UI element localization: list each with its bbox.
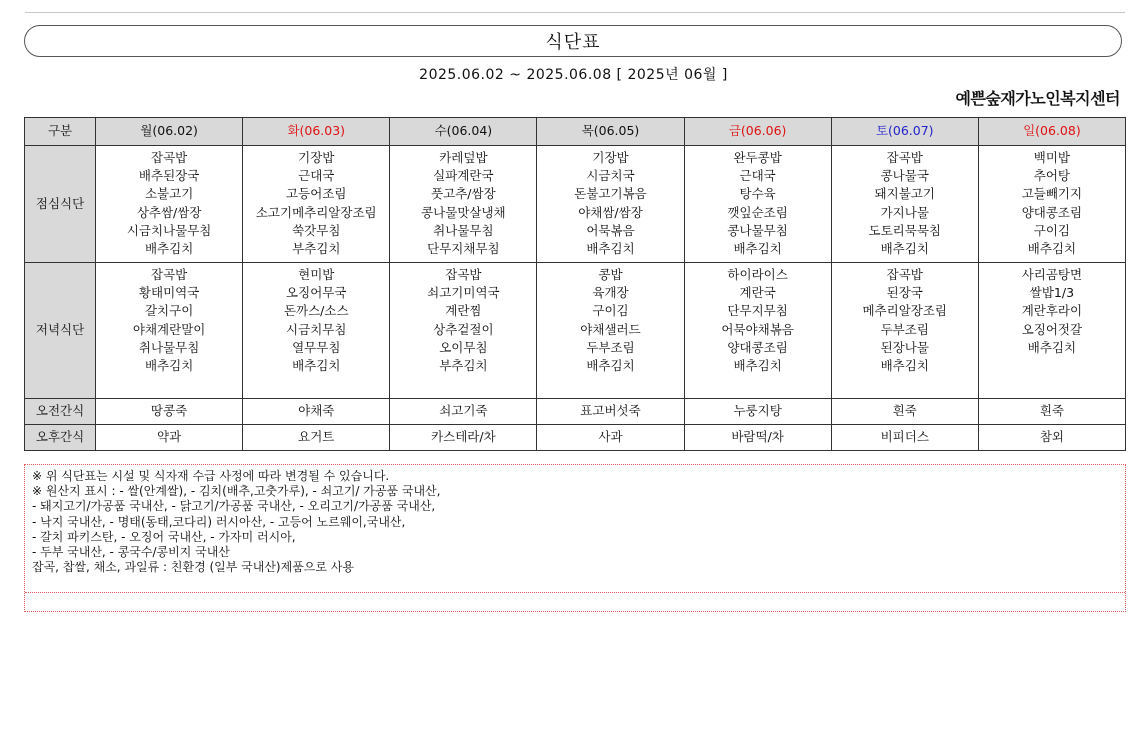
header-day-wed: 수(06.04) <box>390 118 537 146</box>
menu-item: 오징어젓갈 <box>1021 321 1083 337</box>
menu-item: 된장나물 <box>880 339 929 355</box>
menu-item: 부추김치 <box>439 358 488 374</box>
lunch-label: 점심식단 <box>25 146 96 263</box>
menu-item: 두부조림 <box>880 321 929 337</box>
menu-item: 어묵야채볶음 <box>721 321 794 337</box>
menu-item: 돈불고기볶음 <box>574 186 647 202</box>
menu-item: 돈까스/소스 <box>283 303 349 319</box>
menu-item: 잡곡밥 <box>886 267 923 282</box>
menu-item: 콩나물맛살냉채 <box>421 204 506 220</box>
menu-item: 완두콩밥 <box>733 150 782 165</box>
header-day-mon: 월(06.02) <box>96 118 243 146</box>
afternoon-snack-cell: 요거트 <box>243 425 390 451</box>
menu-item: 부추김치 <box>292 241 341 257</box>
lunch-cell <box>684 146 831 263</box>
menu-item: 사리곰탕면 <box>1021 267 1083 282</box>
notes-line: 잡곡, 찹쌀, 채소, 과일류 : 친환경 (일부 국내산)제품으로 사용 <box>32 560 354 575</box>
menu-item: 백미밥 <box>1033 150 1071 165</box>
menu-item: 콩밥 <box>598 267 623 282</box>
dinner-label: 저녁식단 <box>25 263 96 399</box>
menu-item: 쇠고기미역국 <box>427 285 500 301</box>
menu-item: 황태미역국 <box>138 285 200 301</box>
menu-item: 상추겉절이 <box>433 321 494 337</box>
menu-item: 배추김치 <box>880 358 929 374</box>
dinner-cell <box>243 263 390 399</box>
menu-item: 풋고추/쌈장 <box>431 186 496 202</box>
menu-item: 기장밥 <box>592 150 629 165</box>
menu-item: 메추리알장조림 <box>862 303 948 319</box>
header-day-sun: 일(06.08) <box>978 118 1125 146</box>
lunch-cell <box>537 146 684 263</box>
afternoon-snack-cell: 참외 <box>978 425 1125 451</box>
menu-item: 배추김치 <box>733 241 782 257</box>
morning-snack-cell: 야채죽 <box>243 399 390 425</box>
organization-name: 예쁜숲재가노인복지센터 <box>955 89 1120 108</box>
menu-item: 근대국 <box>739 168 776 184</box>
menu-item: 배추김치 <box>733 358 782 374</box>
morning-snack-cell: 누룽지탕 <box>684 399 831 425</box>
menu-item: 잡곡밥 <box>151 267 188 282</box>
menu-item: 하이라이스 <box>727 267 788 282</box>
menu-item: 배추김치 <box>1027 241 1077 257</box>
menu-item: 배추김치 <box>586 358 635 374</box>
morning-snack-cell: 흰죽 <box>831 399 978 425</box>
notes-line: ※ 위 식단표는 시설 및 식자재 수급 사정에 따라 변경될 수 있습니다. <box>32 469 390 483</box>
dinner-cell <box>831 263 978 399</box>
date-range: 2025.06.02 ~ 2025.06.08 [ 2025년 06월 ] <box>419 67 728 83</box>
afternoon-snack-label: 오후간식 <box>25 425 96 451</box>
afternoon-snack-cell: 사과 <box>537 425 684 451</box>
lunch-row <box>25 146 1126 263</box>
dinner-row <box>25 263 1126 399</box>
menu-item: 배추김치 <box>586 241 635 257</box>
afternoon-snack-row <box>25 425 1126 451</box>
menu-item: 콩나물국 <box>880 168 929 184</box>
menu-item: 쑥갓무침 <box>292 222 341 238</box>
menu-item: 배추김치 <box>144 358 194 374</box>
notes-line: - 돼지고기/가공품 국내산, - 닭고기/가공품 국내산, - 오리고기/가공품 국내산, <box>32 499 436 514</box>
morning-snack-cell: 땅콩죽 <box>96 399 243 425</box>
menu-item: 갈치구이 <box>144 303 194 319</box>
menu-item: 오이무침 <box>439 339 488 355</box>
dinner-cell <box>978 263 1125 399</box>
meal-plan-table <box>24 117 1126 451</box>
menu-item: 배추된장국 <box>138 168 200 184</box>
menu-item: 어묵볶음 <box>586 222 635 238</box>
header-day-fri: 금(06.06) <box>684 118 831 146</box>
header-day-sat: 토(06.07) <box>831 118 978 146</box>
dinner-cell <box>537 263 684 399</box>
morning-snack-cell: 표고버섯죽 <box>537 399 684 425</box>
menu-item: 양대콩조림 <box>1021 204 1083 220</box>
menu-item: 소불고기 <box>144 186 194 202</box>
dinner-cell <box>390 263 537 399</box>
menu-item: 기장밥 <box>298 150 335 165</box>
morning-snack-row <box>25 399 1126 425</box>
menu-item: 돼지불고기 <box>874 186 935 202</box>
afternoon-snack-cell: 카스테라/차 <box>390 425 537 451</box>
header-day-tue: 화(06.03) <box>243 118 390 146</box>
morning-snack-label: 오전간식 <box>25 399 96 425</box>
menu-item: 잡곡밥 <box>151 150 188 165</box>
afternoon-snack-cell: 비피더스 <box>831 425 978 451</box>
menu-item: 실파계란국 <box>433 168 494 184</box>
menu-item: 시금치무침 <box>286 321 347 337</box>
menu-item: 단무지채무침 <box>427 241 500 257</box>
menu-item: 야채샐러드 <box>580 321 641 337</box>
menu-item: 소고기메추리알장조림 <box>255 204 377 220</box>
lunch-cell <box>243 146 390 263</box>
menu-item: 오징어무국 <box>286 285 347 301</box>
menu-item: 시금치국 <box>586 168 635 184</box>
menu-item: 야채계란말이 <box>132 321 206 337</box>
morning-snack-cell: 쇠고기죽 <box>390 399 537 425</box>
dinner-cell <box>96 263 243 399</box>
notes-line: - 낙지 국내산, - 명태(동태,코다리) 러시아산, - 고등어 노르웨이,국내산, <box>32 514 406 529</box>
menu-item: 근대국 <box>298 168 335 184</box>
lunch-cell <box>978 146 1125 263</box>
menu-item: 열무무침 <box>292 339 341 355</box>
menu-item: 배추김치 <box>144 241 194 257</box>
afternoon-snack-cell: 약과 <box>96 425 243 451</box>
lunch-cell <box>831 146 978 263</box>
menu-item: 가지나물 <box>880 204 929 220</box>
header-day-thu: 목(06.05) <box>537 118 684 146</box>
menu-item: 된장국 <box>886 285 923 301</box>
notes-divider <box>25 592 1125 593</box>
lunch-cell <box>390 146 537 263</box>
menu-item: 고등어조림 <box>286 186 347 202</box>
page-title <box>24 25 1122 57</box>
menu-item: 추어탕 <box>1033 168 1071 184</box>
menu-item: 잡곡밥 <box>445 267 482 282</box>
notes-line: ※ 원산지 표시 : - 쌀(안계쌀), - 김치(배추,고춧가루), - 쇠고기/ 가공품 국내산, <box>32 484 441 499</box>
menu-item: 계란국 <box>739 285 776 301</box>
menu-item: 시금치나물무침 <box>126 222 212 238</box>
menu-item: 카레덮밥 <box>439 150 488 165</box>
menu-item: 고들빼기지 <box>1021 186 1083 202</box>
menu-item: 배추김치 <box>292 358 341 374</box>
menu-item: 두부조림 <box>586 339 635 355</box>
menu-item: 취나물무침 <box>138 339 200 355</box>
menu-item: 쌀밥1/3 <box>1029 285 1075 301</box>
menu-item: 야채쌈/쌈장 <box>578 204 643 220</box>
menu-item: 현미밥 <box>298 267 335 282</box>
page-title-text: 식단표 <box>545 32 601 53</box>
notes-line: - 갈치 파키스탄, - 오징어 국내산, - 가자미 러시아, <box>32 529 296 544</box>
menu-item: 구이김 <box>592 303 629 319</box>
menu-item: 도토리묵묵침 <box>868 222 941 238</box>
header-corner-label: 구분 <box>25 118 96 146</box>
menu-item: 육개장 <box>592 285 629 301</box>
menu-item: 계란후라이 <box>1021 303 1083 319</box>
menu-item: 배추김치 <box>880 241 929 257</box>
menu-item: 잡곡밥 <box>886 150 923 165</box>
notes-box <box>24 464 1126 612</box>
menu-item: 양대콩조림 <box>727 339 788 355</box>
menu-item: 구이김 <box>1033 222 1071 238</box>
notes-line: - 두부 국내산, - 콩국수/콩비지 국내산 <box>32 545 230 560</box>
table-header-row <box>25 118 1126 146</box>
menu-item: 배추김치 <box>1027 339 1077 355</box>
menu-item: 콩나물무침 <box>727 222 788 238</box>
morning-snack-cell: 흰죽 <box>978 399 1125 425</box>
menu-item: 탕수육 <box>739 186 776 202</box>
page-top-rule <box>25 12 1125 13</box>
lunch-cell <box>96 146 243 263</box>
menu-item: 단무지무침 <box>727 303 788 319</box>
afternoon-snack-cell: 바람떡/차 <box>684 425 831 451</box>
dinner-cell <box>684 263 831 399</box>
menu-item: 취나물무침 <box>433 222 494 238</box>
menu-item: 계란찜 <box>445 303 482 319</box>
menu-item: 상추쌈/쌈장 <box>136 204 202 220</box>
notes-text <box>32 469 440 575</box>
menu-item: 깻잎순조림 <box>727 204 788 220</box>
